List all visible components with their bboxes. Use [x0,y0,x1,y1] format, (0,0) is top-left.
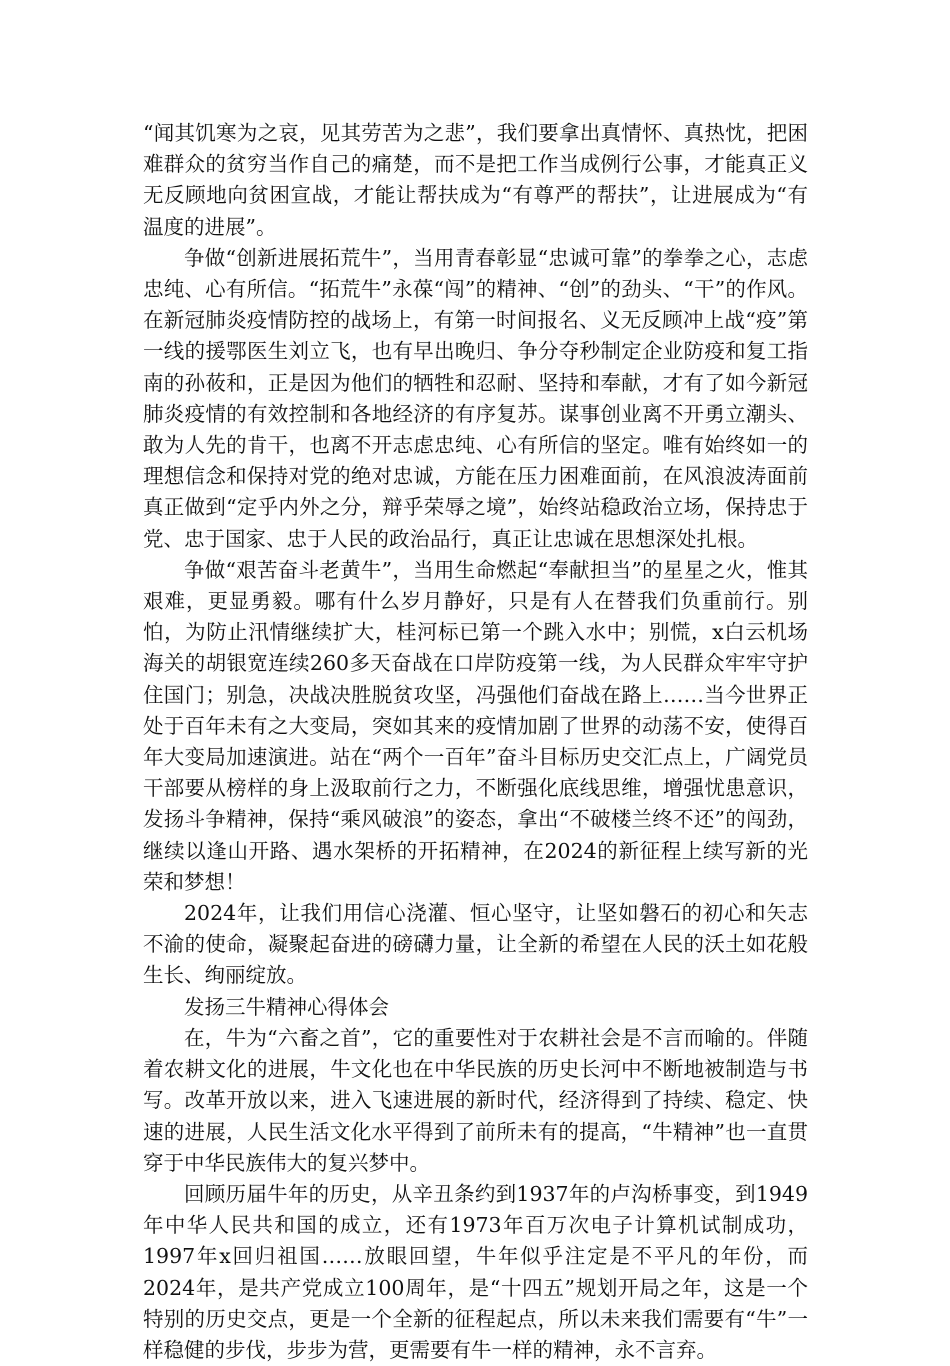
paragraph-2: 争做“创新进展拓荒牛”，当用青春彰显“忠诚可靠”的拳拳之心，志虑忠纯、心有所信。“拓荒牛”永葆“闯”的精神、“创”的劲头、“干”的作风。在新冠肺炎疫情防控的战场上，有第一时间报名、义无反顾冲上战“疫”第一线的援鄂医生刘立飞，也有早出晚归、争分夺秒制定企业防疫和复工指南的孙莜和，正是因为他们的牺牲和忍耐、坚持和奉献，才有了如今新冠肺炎疫情的有效控制和各地经济的有序复苏。谋事创业离不开勇立潮头、敢为人先的肯干，也离不开志虑忠纯、心有所信的坚定。唯有始终如一的理想信念和保持对党的绝对忠诚，方能在压力困难面前，在风浪波涛面前真正做到“定乎内外之分，辩乎荣辱之境”，始终站稳政治立场，保持忠于党、忠于国家、忠于人民的政治品行，真正让忠诚在思想深处扎根。 [143,245,808,551]
paragraph-6: 回顾历届牛年的历史，从辛丑条约到1937年的卢沟桥事变，到1949年中华人民共和国的成立，还有1973年百万次电子计算机试制成功，1997年x回归祖国……放眼回望，牛年似乎注定是不平凡的年份，而2024年，是共产党成立100周年，是“十四五”规划开局之年，这是一个特别的历史交点，更是一个全新的征程起点，所以未来我们需要有“牛”一样稳健的步伐，步步为营，更需要有牛一样的精神，永不言弃。 [143,1181,808,1362]
document-body [143,118,808,1366]
paragraph-4: 2024年，让我们用信心浇灌、恒心坚守，让坚如磐石的初心和矢志不渝的使命，凝聚起奋进的磅礴力量，让全新的希望在人民的沃土如花般生长、绚丽绽放。 [143,901,808,988]
section-heading: 发扬三牛精神心得体会 [184,994,389,1019]
paragraph-1: “闻其饥寒为之哀，见其劳苦为之悲”，我们要拿出真情怀、真热忱，把困难群众的贫穷当作自己的痛楚，而不是把工作当成例行公事，才能真正义无反顾地向贫困宣战，才能让帮扶成为“有尊严的帮扶”，让进展成为“有温度的进展”。 [143,121,808,239]
paragraph-5: 在，牛为“六畜之首”，它的重要性对于农耕社会是不言而喻的。伴随着农耕文化的进展，牛文化也在中华民族的历史长河中不断地被制造与书写。改革开放以来，进入飞速进展的新时代，经济得到了持续、稳定、快速的进展，人民生活文化水平得到了前所未有的提高，“牛精神”也一直贯穿于中华民族伟大的复兴梦中。 [143,1025,808,1175]
paragraph-3: 争做“艰苦奋斗老黄牛”，当用生命燃起“奉献担当”的星星之火，惟其艰难，更显勇毅。哪有什么岁月静好，只是有人在替我们负重前行。别怕，为防止汛情继续扩大，桂河标已第一个跳入水中；别慌，x白云机场海关的胡银宽连续260多天奋战在口岸防疫第一线，为人民群众牢牢守护住国门；别急，决战决胜脱贫攻坚，冯强他们奋战在路上……当今世界正处于百年未有之大变局，突如其来的疫情加剧了世界的动荡不安，使得百年大变局加速演进。站在“两个一百年”奋斗目标历史交汇点上，广阔党员干部要从榜样的身上汲取前行之力，不断强化底线思维，增强忧患意识，发扬斗争精神，保持“乘风破浪”的姿态，拿出“不破楼兰终不还”的闯劲，继续以逢山开路、遇水架桥的开拓精神，在2024的新征程上续写新的光荣和梦想！ [143,557,808,894]
